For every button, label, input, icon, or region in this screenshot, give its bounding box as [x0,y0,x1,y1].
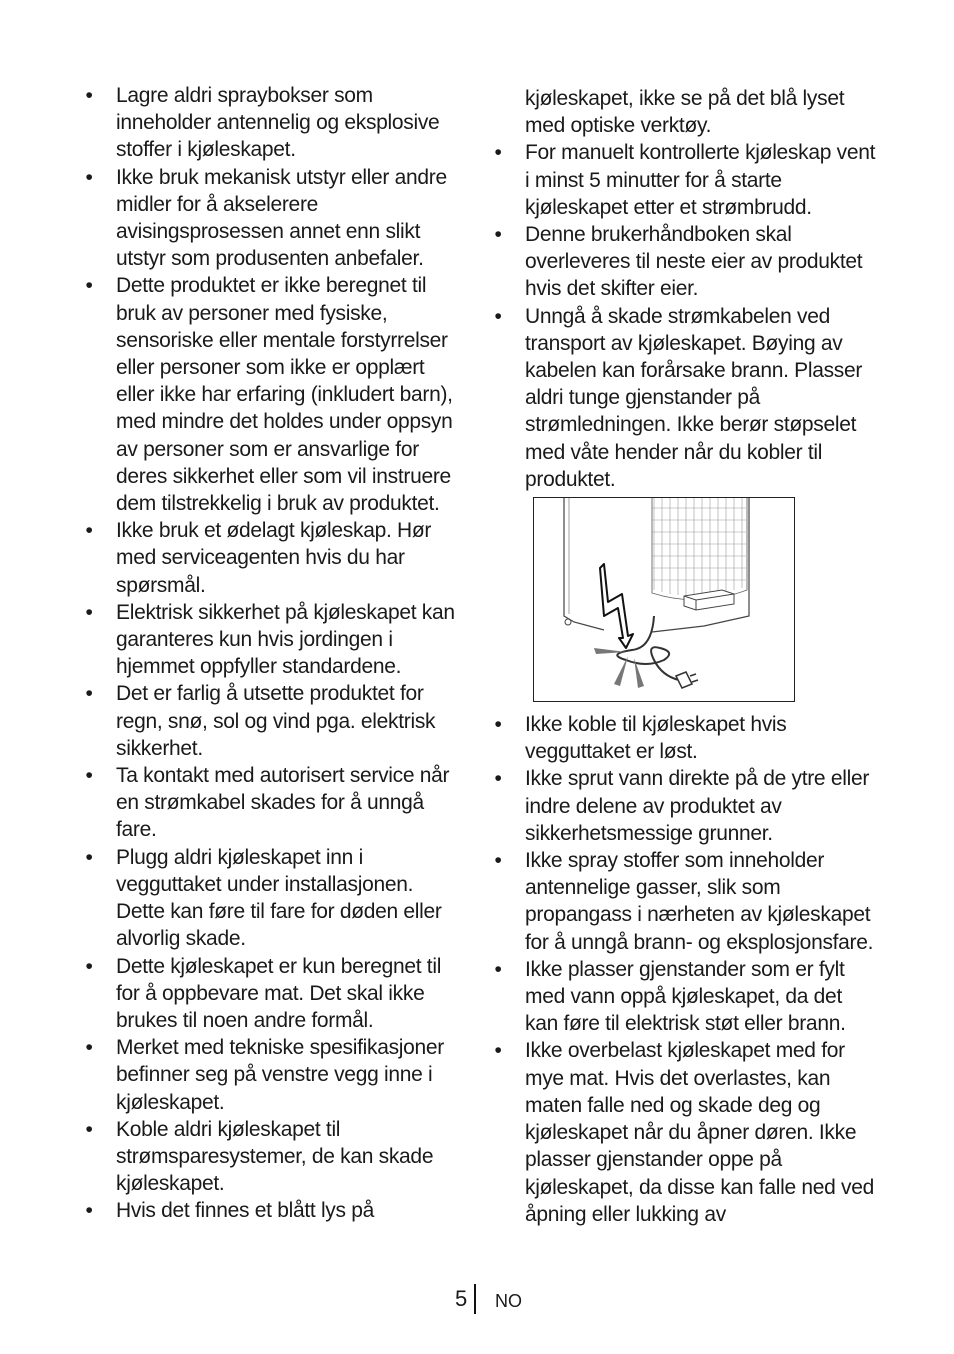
bullet-glyph: • [85,274,93,298]
bullet-text: Dette kjøleskapet er kun beregnet til for å oppbevare mat. Det skal ikke brukes til noen andre formål. [116,954,442,1032]
bullet-glyph: • [494,141,502,165]
bullet-glyph: • [85,1117,93,1141]
bullet-glyph: • [85,954,93,978]
bullet-item [82,82,467,164]
bullet-text: Plugg aldri kjøleskapet inn i vegguttaket under installasjonen. Dette kan føre til fare for døden eller alvorlig skade. [116,845,442,951]
power-cable-illustration [533,497,795,702]
bullet-text: Koble aldri kjøleskapet til strømsparesystemer, de kan skade kjøleskapet. [116,1117,434,1196]
language-code: NO [495,1291,522,1311]
bullet-text: Ikke sprut vann direkte på de ytre eller indre delene av produktet av sikkerhetsmessige grunner. [525,767,870,845]
bullet-glyph: • [494,304,502,328]
bullet-text: Hvis det finnes et blått lys på [116,1199,374,1223]
bullet-item [491,847,876,956]
bullet-item [491,956,876,1038]
bullet-glyph: • [85,84,93,107]
page-number: 5 [455,1286,468,1311]
bullet-glyph: • [85,519,93,543]
bullet-text: Ikke koble til kjøleskapet hvis vegguttaket er løst. [525,713,787,764]
bullet-glyph: • [85,1199,93,1223]
bullet-item [82,762,467,844]
safety-list-right-bottom [491,711,876,1228]
bullet-item [82,844,467,953]
bullet-glyph: • [85,600,93,624]
footer-divider [474,1284,476,1314]
page-footer [0,1284,954,1314]
bullet-text: For manuelt kontrollerte kjøleskap vent i minst 5 minutter for å starte kjøleskapet etter et strømbrudd. [525,141,876,219]
fridge-cable-drawing [534,498,793,700]
bullet-text: Det er farlig å utsette produktet for regn, snø, sol og vind pga. elektrisk sikkerhet. [116,682,436,760]
bullet-item [491,711,876,765]
bullet-item [82,1197,467,1224]
bullet-glyph: • [85,165,93,189]
bullet-item [82,680,467,762]
bullet-glyph: • [85,682,93,706]
bullet-text: Elektrisk sikkerhet på kjøleskapet kan garanteres kun hvis jordingen i hjemmet oppfyller standardene. [116,600,455,679]
bullet-item [82,272,467,517]
bullet-item [491,139,876,221]
continued-text: kjøleskapet, ikke se på det blå lyset med optiske verktøy. [525,87,845,138]
bullet-text: Ikke plasser gjenstander som er fylt med vann oppå kjøleskapet, da det kan føre til elektrisk støt eller brann. [525,957,846,1036]
bullet-text: Ta kontakt med autorisert service når en strømkabel skades for å unngå fare. [116,764,450,842]
bullet-text: Unngå å skade strømkabelen ved transport av kjøleskapet. Bøying av kabelen kan forårsake brann. Plasser aldri tunge gjenstander på strømledningen. Ikke berør støpselet med våte hender når du kobler til produktet. [525,304,863,491]
right-column [491,82,876,1228]
bullet-item [491,765,876,847]
bullet-item [491,303,876,493]
bullet-text: Lagre aldri spraybokser som inneholder antennelig og eksplosive stoffer i kjøleskapet. [116,84,440,162]
bullet-glyph: • [494,767,502,791]
bullet-item [82,1034,467,1116]
bullet-glyph: • [85,845,93,869]
bullet-glyph: • [85,764,93,788]
bullet-glyph: • [494,957,502,981]
bullet-text: Ikke bruk et ødelagt kjøleskap. Hør med serviceagenten hvis du har spørsmål. [116,519,432,597]
bullet-glyph: • [494,849,502,873]
bullet-glyph: • [85,1036,93,1060]
safety-list-left [82,82,467,1225]
bullet-glyph: • [494,223,502,247]
bullet-item [491,221,876,303]
bullet-item [82,599,467,681]
bullet-item [82,517,467,599]
bullet-text: Ikke overbelast kjøleskapet med for mye mat. Hvis det overlastes, kan maten falle ned og skade deg og kjøleskapet når du åpner døren. Ikke plasser gjenstander oppe på kjøleskapet, da disse kan falle ned ved åpning eller lukking av [525,1039,875,1226]
bullet-text: Ikke spray stoffer som inneholder antennelige gasser, slik som propangass i nærheten av kjøleskapet for å unngå brann- og eksplosjonsfare. [525,849,874,954]
bullet-item [82,953,467,1035]
bullet-item [491,1037,876,1227]
bullet-item [82,164,467,273]
safety-list-right-top [491,139,876,493]
left-column [82,82,467,1225]
bullet-glyph: • [494,713,502,737]
bullet-text: Dette produktet er ikke beregnet til bruk av personer med fysiske, sensoriske eller mentale forstyrrelser eller personer som ikke er opplært eller ikke har erfaring (inkludert barn), med mindre det holdes under oppsyn av personer som er ansvarlige for deres sikkerhet eller som vil instruere dem tilstrekkelig i bruk av produktet. [116,274,453,516]
bullet-item [82,1116,467,1198]
bullet-text: Merket med tekniske spesifikasjoner befinner seg på venstre vegg inne i kjøleskapet. [116,1036,444,1114]
bullet-text: Denne brukerhåndboken skal overleveres til neste eier av produktet hvis det skifter eier. [525,223,863,301]
bullet-glyph: • [494,1039,502,1063]
bullet-text: Ikke bruk mekanisk utstyr eller andre midler for å akselerere avisingsprosessen annet enn slikt utstyr som produsenten anbefaler. [116,165,447,271]
